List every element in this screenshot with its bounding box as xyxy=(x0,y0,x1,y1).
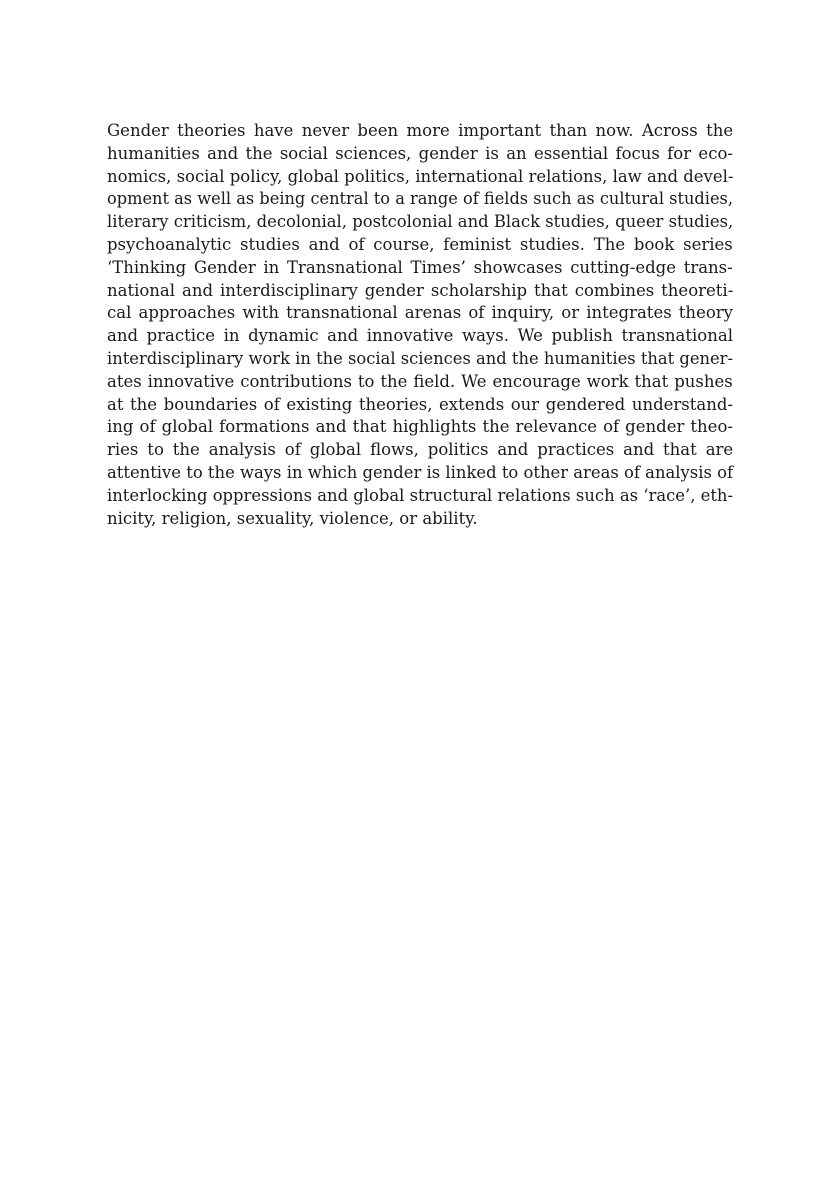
series-description-paragraph xyxy=(107,120,733,530)
text-line: ries to the analysis of global flows, politics and practices and that are xyxy=(107,440,734,460)
text-line: opment as well as being central to a range of fields such as cultural studies, xyxy=(107,189,734,209)
text-line: interdisciplinary work in the social sciences and the humanities that gener- xyxy=(107,348,733,368)
text-line: psychoanalytic studies and of course, feminist studies. The book series xyxy=(107,234,733,254)
text-line: cal approaches with transnational arenas of inquiry, or integrates theory xyxy=(107,303,733,323)
text-line: attentive to the ways in which gender is linked to other areas of analysis of xyxy=(107,462,734,482)
text-line: ‘Thinking Gender in Transnational Times’ showcases cutting-edge trans- xyxy=(107,257,733,277)
text-line: humanities and the social sciences, gender is an essential focus for eco- xyxy=(107,143,733,163)
text-line: and practice in dynamic and innovative ways. We publish transnational xyxy=(107,326,733,346)
text-line: national and interdisciplinary gender scholarship that combines theoreti- xyxy=(107,280,734,300)
text-line: ates innovative contributions to the field. We encourage work that pushes xyxy=(107,371,733,391)
text-line: nicity, religion, sexuality, violence, or ability. xyxy=(107,508,478,528)
text-line: interlocking oppressions and global structural relations such as ‘race’, eth- xyxy=(107,485,734,505)
text-line: at the boundaries of existing theories, extends our gendered understand- xyxy=(107,394,733,414)
text-line: Gender theories have never been more important than now. Across the xyxy=(107,121,734,140)
text-line: ing of global formations and that highlights the relevance of gender theo- xyxy=(107,417,733,437)
text-line: literary criticism, decolonial, postcolonial and Black studies, queer studies, xyxy=(107,212,734,232)
text-line: nomics, social policy, global politics, international relations, law and devel- xyxy=(107,166,734,186)
